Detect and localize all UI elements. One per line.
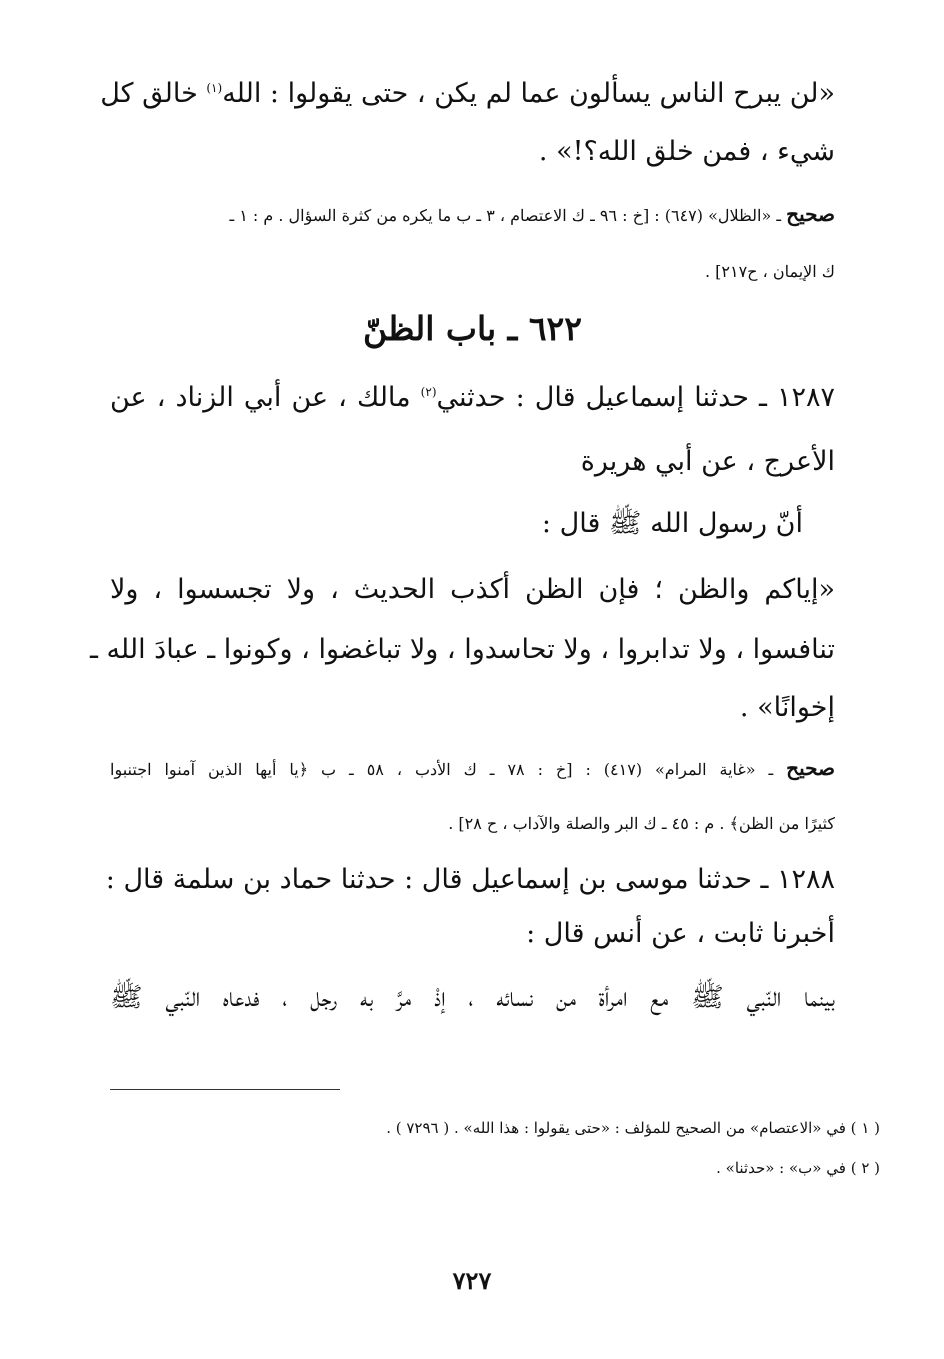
hadith-intro-line: أنّ رسول الله ﷺ قال : xyxy=(541,508,803,539)
footnote-1: ( ١ ) في «الاعتصام» من الصحيح للمؤلف : «حتى يقولوا : هذا الله» . ( ٧٢٩٦ ) . xyxy=(386,1119,880,1137)
isnad-line: ١٢٨٨ ـ حدثنا موسى بن إسماعيل قال : حدثنا حماد بن سلمة قال : xyxy=(105,864,835,895)
footnote-marker: (٢) xyxy=(420,385,437,399)
isnad-line xyxy=(110,366,835,424)
footnotes xyxy=(110,1108,880,1188)
grading-label: صحيح xyxy=(786,756,836,780)
grading-text: ـ «غاية المرام» (٤١٧) : [خ : ٧٨ ـ ك الأدب ، ٥٨ ـ ب ﴿يا أيها الذين آمنوا اجتنبوا xyxy=(110,760,787,779)
footnote-marker: (١) xyxy=(206,81,223,95)
hadith-text-line: شيء ، فمن خلق الله؟!» . xyxy=(538,136,835,167)
isnad-segment: ١٢٨٧ ـ حدثنا إسماعيل قال : حدثني xyxy=(436,382,835,413)
isnad-line: الأعرج ، عن أبي هريرة xyxy=(580,446,835,477)
grading-line: ك الإيمان ، ح٢١٧] . xyxy=(704,262,835,281)
hadith-text-segment: خالق كل xyxy=(100,78,207,109)
hadith-text-line: تنافسوا ، ولا تدابروا ، ولا تحاسدوا ، ولا تباغضوا ، وكونوا ـ عبادَ الله ـ xyxy=(89,634,835,665)
grading-text: ـ «الظلال» (٦٤٧) : [خ : ٩٦ ـ ك الاعتصام ، ٣ ـ ب ما يكره من كثرة السؤال . م : ١ ـ xyxy=(229,206,787,225)
hadith-text-line: إخوانًا» . xyxy=(739,692,835,723)
page-number: ٧٢٧ xyxy=(452,1266,492,1295)
hadith-text-line: بينما النّبي ﷺ مع امرأة من نسائه ، إذْ مرَّ به رجل ، فدعاه النّبي ﷺ xyxy=(110,982,835,1013)
page-body xyxy=(89,62,836,1024)
chapter-heading: ٦٢٢ ـ باب الظنّ xyxy=(362,309,583,348)
hadith-text-line: «إياكم والظن ؛ فإن الظن أكذب الحديث ، ولا تجسسوا ، ولا xyxy=(110,574,835,605)
grading-line xyxy=(110,754,835,784)
hadith-text-segment: «لن يبرح الناس يسألون عما لم يكن ، حتى يقولوا : الله xyxy=(222,78,835,109)
grading-label: صحيح xyxy=(786,202,835,226)
hadith-text-line xyxy=(100,62,835,120)
isnad-line: أخبرنا ثابت ، عن أنس قال : xyxy=(526,918,835,949)
isnad-segment: مالك ، عن أبي الزناد ، عن xyxy=(110,382,421,413)
grading-line: كثيرًا من الظن﴾ . م : ٤٥ ـ ك البر والصلة والآداب ، ح ٢٨] . xyxy=(448,814,835,833)
footnote-2: ( ٢ ) في «ب» : «حدثنا» . xyxy=(716,1159,880,1177)
footnote-separator xyxy=(110,1089,340,1090)
grading-line xyxy=(110,200,835,230)
